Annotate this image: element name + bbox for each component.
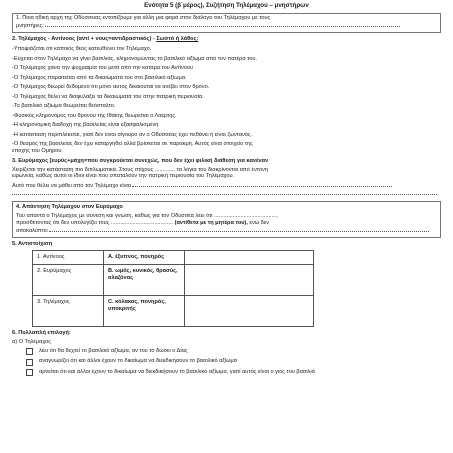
matching-desc-cell: Β. ωμός, κυνικός, θρασύς, αλαζόνας (104, 264, 185, 295)
checkbox-icon[interactable] (26, 369, 33, 376)
question-1-text: 1. Ποια ηθική αρχή της Οδύσσειας εντοπίζουμε για άλλη μια φορά στον διάλογο του Τηλέμαχου με τους (16, 15, 271, 22)
matching-desc-cell: C. κόλακας, πονηρός, υποκριτής (104, 295, 185, 326)
question-4-text: προσθέτοντας ότι δεν υπολογίζει τους ........................................ (16, 219, 174, 226)
question-4-text-end: ενώ δεν (247, 219, 270, 226)
matching-table (32, 250, 314, 327)
checkbox-icon[interactable] (26, 359, 33, 366)
question-3-line-3[interactable] (12, 182, 441, 190)
statement-item[interactable]: -Ο θεσμός της βασιλείας δεν έχει καταργηθεί αλλά βρίσκεται σε παρακμή. Αυτός είναι στοιχείο της (12, 141, 253, 148)
question-3-line-2: ειρωνεία, καθώς αυτοί οι ίδιοι είναι που σπαταλούν την πατρική περιουσία του Τηλέμαχου. (12, 173, 235, 180)
question-4-box (12, 201, 441, 237)
table-row (33, 264, 314, 295)
statement-item[interactable]: -Το βασιλικό αξίωμα θεωρείται θεόσταλτο. (12, 103, 116, 110)
question-4-line-1[interactable]: Του απαντά ο Τηλέμαχος με σύνεση και γνώση, καθώς για τον Οδυσσέα λέει ότι ........................................, (16, 212, 278, 219)
statement-item[interactable]: -Ο Τηλέμαχος παραιτείται από τα δικαιώματά του στο βασιλικό αξίωμα. (12, 74, 187, 81)
choice-option[interactable] (26, 358, 441, 366)
question-4-emphasis: (αντίθετα με τη μητέρα του), (174, 219, 248, 226)
answer-blank[interactable] (12, 190, 437, 195)
matching-answer-cell[interactable] (185, 264, 314, 295)
statement-item[interactable]: -Φυσικός κληρονόμος του θρόνου της Ιθάκης θεωρείται ο Λαέρτης. (12, 112, 177, 119)
choice-label: λέει ότι θα δεχτεί το βασιλικό αξίωμα, αν του το δώσει ο Δίας (39, 347, 188, 354)
question-2-instruction: Σωστό ή λάθος: (156, 36, 199, 43)
question-1-box (12, 13, 441, 33)
choice-label: αναγνωρίζει ότι και άλλοι έχουν το δικαίωμα να διεκδικήσουν το βασιλικό αξίωμα (39, 358, 237, 365)
statement-item[interactable]: -Υποψιάζεται ότι κάποιος θεός κατευθύνει τον Τηλέμαχο. (12, 46, 152, 53)
choice-option[interactable] (26, 348, 441, 356)
matching-answer-cell[interactable] (185, 295, 314, 326)
statement-item[interactable]: -Ο Τηλέμαχος θεωρεί δεδομένο ότι μόνο αυτός δικαιούται να ανέβει στον θρόνο. (12, 84, 210, 91)
statement-item[interactable]: -Εύχεται στον Τηλέμαχο να γίνει βασιλιάς, κληρονομώντας το βασιλικό αξίωμα από τον πατέρα του. (12, 55, 257, 62)
question-2-heading (12, 36, 441, 43)
statement-item[interactable]: -Ο Τηλέμαχος θέλει να διαφυλάξει τα δικαιώματά του στην πατρική περιουσία. (12, 93, 204, 100)
matching-desc-cell: Α. έξυπνος, πονηρός (104, 250, 185, 264)
question-3-answer-line[interactable] (12, 190, 441, 198)
answer-blank[interactable] (49, 227, 429, 232)
question-4-heading: 4. Απάντηση Τηλέμαχου στον Ευρύμαχο (16, 203, 123, 210)
matching-name-cell: 1. Αντίνοος (33, 250, 104, 264)
question-4-prompt: αποκαλύπτει (16, 227, 48, 234)
statement-item[interactable]: -Η κληρονομική διαδοχή της βασιλείας είναι εξασφαλισμένη (12, 122, 159, 129)
statement-item-cont: εποχής του Ομήρου. (12, 148, 63, 155)
question-6-sub: α) Ο Τηλέμαχος (12, 338, 51, 345)
table-row (33, 250, 314, 264)
matching-answer-cell[interactable] (185, 250, 314, 264)
statement-item[interactable]: -Ο Τηλέμαχος χάνει την ψυχραιμία του μετά από την κατάρα του Αντίνοου (12, 65, 194, 72)
question-4-line-3[interactable] (16, 227, 437, 235)
table-row (33, 295, 314, 326)
question-5-heading: 5. Αντιστοίχιση (12, 240, 53, 247)
question-1-answer-line[interactable] (16, 22, 437, 30)
statement-item[interactable]: -Η κατάσταση περιπλέκεται, γιατί δεν είναι σίγουρο αν ο Οδυσσέας έχει πεθάνει ή είναι ζωντανός. (12, 131, 253, 138)
question-6-heading: 6. Πολλαπλή επιλογή: (12, 329, 71, 336)
answer-blank[interactable] (45, 22, 400, 27)
question-3-line-1[interactable]: Χειρίζεται την κατάσταση πιο διπλωματικά. Στους στίχους ............. τα λόγια του διακρίνονται από έντονη (12, 166, 268, 173)
matching-name-cell: 3. Τηλέμαχος (33, 295, 104, 326)
question-3-heading: 3. Ευρύμαχος [ευρύς+μάχη=που συγκρούεται συνεχώς, που δεν έχει φιλική διάθεση για κανέναν (12, 157, 269, 164)
answer-blank[interactable] (132, 182, 392, 187)
question-3-prompt: Αυτό που θέλει να μάθει από τον Τηλέμαχο είναι (12, 183, 131, 190)
choice-label: αρνείται ότι και άλλοι έχουν το δικαίωμα να διεκδικήσουν το βασιλικό αξίωμα, γιατί αυτός είναι ο γιος του βασιλιά (39, 368, 315, 375)
question-2-title: 2. Τηλέμαχος - Αντίνοος (αντί + νους=αντιδραστικός) - (12, 36, 155, 43)
question-2-statements (12, 46, 441, 155)
choice-option[interactable] (26, 369, 441, 377)
question-4-line-2[interactable] (16, 220, 437, 227)
matching-name-cell: 2. Ευρύμαχος (33, 264, 104, 295)
question-1-text-cont: μνηστήρες; (16, 23, 44, 30)
checkbox-icon[interactable] (26, 348, 33, 355)
page-title: Ενότητα 5 (β΄μέρος), Συζήτηση Τηλέμαχου – μνηστήρων (144, 2, 309, 9)
